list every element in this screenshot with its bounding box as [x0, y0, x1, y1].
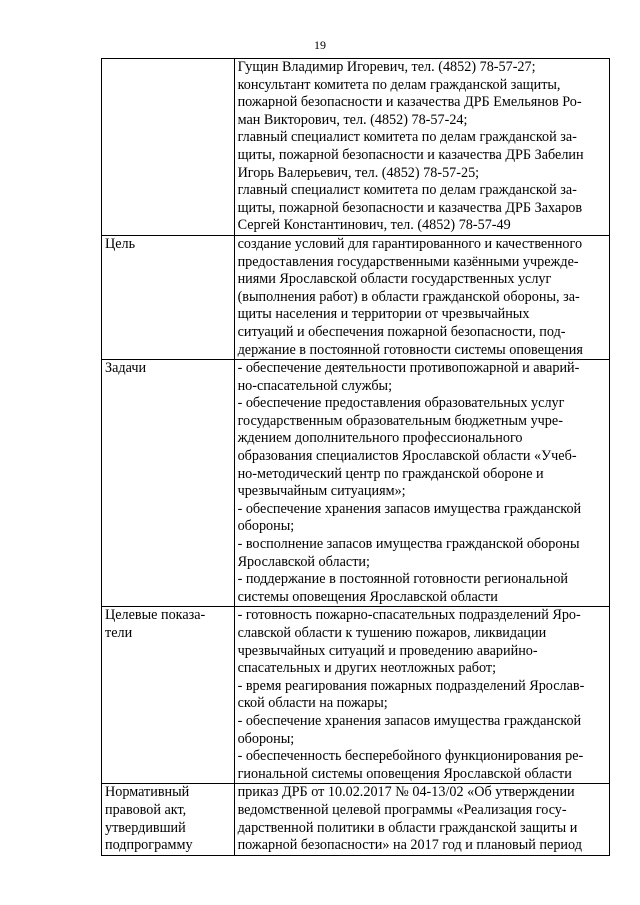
content-line: - поддержание в постоянной готовности региональной	[237, 571, 569, 588]
row-label-indicators	[102, 607, 235, 784]
content-line: пожарной безопасности» на 2017 год и плановый период	[237, 837, 582, 854]
content-line: образования специалистов Ярославской области «Учеб-	[237, 448, 577, 465]
content-line: ниями Ярославской области государственных услуг	[237, 271, 552, 288]
subprogram-passport-table	[101, 58, 610, 856]
label-line: Задачи	[105, 360, 147, 377]
row-label-goal	[102, 235, 235, 359]
content-line: но-спасательной службы;	[237, 377, 393, 394]
content-line: обороны;	[237, 730, 295, 747]
content-line: обороны;	[237, 518, 295, 535]
content-line: спасательных и других неотложных работ;	[237, 660, 497, 677]
label-line: правовой акт,	[105, 801, 187, 818]
content-line: системы оповещения Ярославской области	[237, 588, 498, 605]
content-line: Ярославской области;	[237, 553, 370, 570]
content-line: - время реагирования пожарных подразделений Ярослав-	[237, 677, 585, 694]
content-line: - готовность пожарно-спасательных подразделений Яро-	[237, 607, 581, 624]
content-line: - восполнение запасов имущества гражданской обороны	[237, 536, 580, 553]
content-line: щиты, пожарной безопасности и казачества ДРБ Захаров	[237, 199, 583, 216]
table-row-tasks	[102, 360, 610, 607]
content-line: ведомственной целевой программы «Реализация госу-	[237, 801, 567, 818]
content-line: чрезвычайным ситуациям»;	[237, 483, 406, 500]
content-line: ждением дополнительного профессионального	[237, 430, 523, 447]
label-line: тели	[105, 625, 133, 641]
indicators-cell	[234, 607, 609, 784]
content-line: (выполнения работ) в области гражданской обороны, за-	[237, 288, 580, 305]
content-line: держание в постоянной готовности системы оповещения	[237, 341, 583, 358]
label-line: Нормативный	[105, 784, 190, 801]
table-row-legal-act	[102, 784, 610, 855]
content-line: щиты, пожарной безопасности и казачества ДРБ Забелин	[237, 146, 584, 163]
page-number: 19	[314, 38, 326, 52]
content-line: гиональной системы оповещения Ярославской области	[237, 765, 572, 782]
table-row-contacts	[102, 59, 610, 236]
content-line: ской области на пожары;	[237, 695, 388, 712]
tasks-cell	[234, 360, 609, 607]
contacts-cell	[234, 59, 609, 236]
content-line: главный специалист комитета по делам гражданской за-	[237, 182, 577, 199]
legal-act-cell	[234, 784, 609, 855]
content-line: Сергей Константинович, тел. (4852) 78-57-49	[237, 217, 511, 234]
table-row-goal	[102, 235, 610, 359]
content-line: консультант комитета по делам гражданской защиты,	[237, 76, 561, 93]
content-line: государственным образовательным бюджетным учре-	[237, 412, 563, 429]
content-line: - обеспечение предоставления образовательных услуг	[237, 395, 565, 412]
row-label-empty	[102, 59, 235, 236]
label-line: Цель	[105, 235, 136, 252]
content-line: - обеспечение хранения запасов имущества гражданской	[237, 712, 582, 729]
row-label-legal-act	[102, 784, 235, 855]
label-line: Целевые показа-	[105, 607, 206, 624]
content-line: ман Викторович, тел. (4852) 78-57-24;	[237, 111, 468, 128]
content-line: - обеспеченность бесперебойного функционирования ре-	[237, 748, 584, 765]
content-line: дарственной политики в области гражданской защиты и	[237, 819, 578, 836]
content-line: славской области к тушению пожаров, ликвидации	[237, 625, 547, 641]
goal-cell	[234, 235, 609, 359]
table-row-indicators	[102, 607, 610, 784]
content-line: главный специалист комитета по делам гражданской за-	[237, 129, 577, 146]
content-line: ситуаций и обеспечения пожарной безопасности, под-	[237, 323, 566, 340]
content-line: Гущин Владимир Игоревич, тел. (4852) 78-57-27;	[237, 59, 536, 75]
label-line: утвердивший	[105, 819, 186, 836]
content-line: но-методический центр по гражданской обороне и	[237, 465, 544, 482]
content-line: чрезвычайных ситуаций и проведению аварийно-	[237, 642, 538, 659]
content-line: приказ ДРБ от 10.02.2017 № 04-13/02 «Об утверждении	[237, 784, 575, 801]
content-line: пожарной безопасности и казачества ДРБ Емельянов Ро-	[237, 94, 582, 111]
label-line: подпрограмму	[105, 837, 193, 854]
content-line: щиты населения и территории от чрезвычайных	[237, 306, 530, 323]
content-line: Игорь Валерьевич, тел. (4852) 78-57-25;	[237, 164, 480, 181]
content-line: создание условий для гарантированного и качественного	[237, 235, 583, 252]
content-line: предоставления государственными казёнными учрежде-	[237, 253, 579, 270]
content-line: - обеспечение хранения запасов имущества гражданской	[237, 500, 582, 517]
content-line: - обеспечение деятельности противопожарной и аварий-	[237, 360, 580, 377]
row-label-tasks	[102, 360, 235, 607]
